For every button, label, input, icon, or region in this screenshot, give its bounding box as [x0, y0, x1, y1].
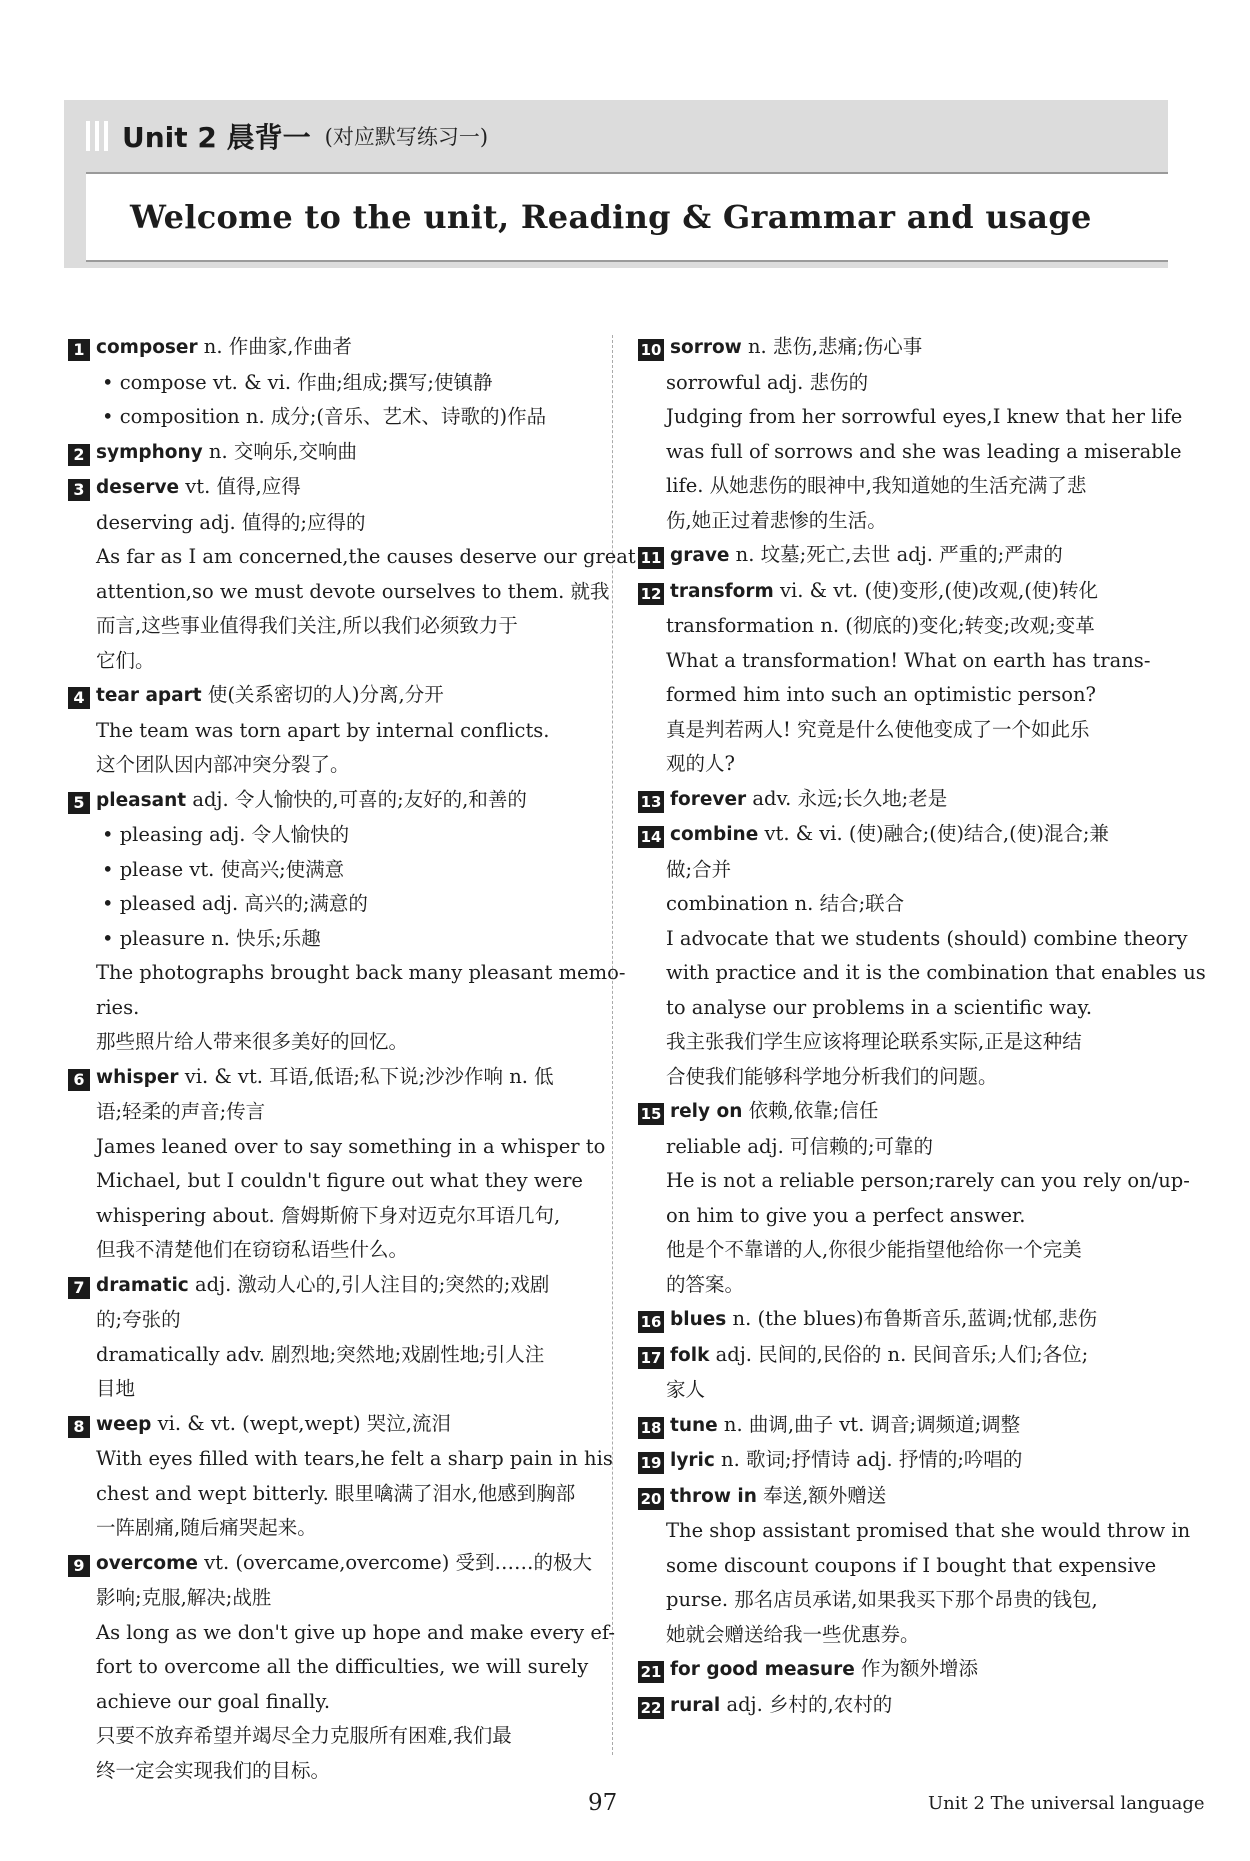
definition: n. (the blues)布鲁斯音乐,蓝调;忧郁,悲伤: [726, 1307, 1098, 1330]
headword: pleasant: [96, 789, 187, 811]
entry-number-badge: 9: [68, 1555, 90, 1577]
vocab-entry-21: [638, 1652, 1168, 1688]
definition: vi. & vt. (wept,wept) 哭泣,流泪: [151, 1411, 452, 1435]
vocab-entry-18: [638, 1408, 1168, 1444]
vocab-entry-5: [68, 783, 598, 819]
entry-text-line: some discount coupons if I bought that expensive: [666, 1553, 1157, 1577]
entry-text-line: on him to give you a perfect answer.: [666, 1203, 1026, 1227]
entry-number-badge: 12: [638, 583, 664, 605]
entry-text-line: 的;夸张的: [96, 1308, 181, 1331]
headword: overcome: [96, 1552, 198, 1574]
unit-title: Unit 2 晨背一: [122, 121, 311, 154]
entry-text-line: life. 从她悲伤的眼神中,我知道她的生活充满了悲: [666, 474, 1087, 497]
entry-text-line: was full of sorrows and she was leading a miserable: [666, 439, 1182, 463]
entry-text-line: with practice and it is the combination that enables us: [666, 961, 1206, 984]
entry-text-line: 语;轻柔的声音;传言: [96, 1100, 266, 1123]
right-column: [638, 330, 1206, 1723]
definition: n. 交响乐,交响曲: [202, 439, 358, 463]
left-column: [68, 330, 636, 1788]
entry-text-line: 他是个不靠谱的人,你很少能指望他给你一个完美: [666, 1238, 1082, 1261]
vocab-entry-22: [638, 1688, 1168, 1724]
entry-text-line: James leaned over to say something in a whisper to: [96, 1134, 606, 1158]
headword: throw in: [670, 1485, 757, 1507]
headword: forever: [670, 788, 747, 810]
entry-text-line: sorrowful adj. 悲伤的: [666, 370, 869, 394]
definition: n. 悲伤,悲痛;伤心事: [741, 335, 923, 358]
entry-text-line: achieve our goal finally.: [96, 1689, 331, 1713]
entry-text-line: 那些照片给人带来很多美好的回忆。: [96, 1030, 409, 1053]
definition: adj. 激动人心的,引人注目的;突然的;戏剧: [188, 1272, 550, 1296]
entry-text-line: The team was torn apart by internal conflicts.: [96, 718, 550, 742]
vocab-entry-9: [68, 1546, 598, 1582]
entry-number-badge: 13: [638, 791, 664, 813]
entry-text-line: ries.: [96, 995, 140, 1019]
definition: 使(关系密切的人)分离,分开: [201, 683, 444, 706]
definition: n. 歌词;抒情诗 adj. 抒情的;吟唱的: [714, 1448, 1023, 1471]
vocab-entry-1: [68, 330, 598, 366]
headword: lyric: [670, 1450, 715, 1471]
entry-text-line: 真是判若两人! 究竟是什么使他变成了一个如此乐: [666, 717, 1090, 741]
headword: deserve: [96, 477, 180, 498]
headword: composer: [96, 337, 198, 358]
entry-number-badge: 22: [638, 1697, 664, 1719]
entry-number-badge: 14: [638, 826, 664, 848]
entry-number-badge: 5: [68, 792, 90, 814]
vocab-entry-3: [68, 470, 598, 506]
derivative-item: • compose vt. & vi. 作曲;组成;撰写;使镇静: [102, 370, 493, 394]
definition: 奉送,额外赠送: [756, 1483, 887, 1507]
entry-text-line: formed him into such an optimistic person?: [666, 683, 1096, 706]
entry-text-line: 影响;克服,解决;战胜: [96, 1586, 272, 1609]
derivative-item: • pleasing adj. 令人愉快的: [102, 823, 350, 846]
entry-number-badge: 18: [638, 1417, 664, 1439]
entry-text-line: 只要不放弃希望并竭尽全力克服所有困难,我们最: [96, 1724, 512, 1747]
entry-text-line: 她就会赠送给我一些优惠券。: [666, 1622, 920, 1646]
definition: vt. 值得,应得: [179, 475, 301, 498]
entry-text-line: The photographs brought back many pleasant memo-: [96, 961, 626, 984]
entry-text-line: reliable adj. 可信赖的;可靠的: [666, 1134, 934, 1158]
vocab-entry-8: [68, 1407, 598, 1443]
entry-text-line: Judging from her sorrowful eyes,I knew that her life: [666, 405, 1183, 428]
vocab-entry-19: [638, 1443, 1168, 1479]
vocab-entry-17: [638, 1338, 1168, 1374]
definition: n. 坟墓;死亡,去世 adj. 严重的;严肃的: [729, 543, 1063, 566]
derivative-item: • composition n. 成分;(音乐、艺术、诗歌的)作品: [102, 405, 547, 428]
headword: sorrow: [670, 337, 742, 358]
entry-text-line: 做;合并: [666, 857, 732, 881]
entry-text-line: 我主张我们学生应该将理论联系实际,正是这种结: [666, 1030, 1082, 1053]
entry-number-badge: 2: [68, 444, 90, 466]
vocab-entry-20: [638, 1479, 1168, 1515]
entry-text-line: 终一定会实现我们的目标。: [96, 1758, 331, 1782]
running-footer: Unit 2 The universal language: [928, 1793, 1205, 1814]
derivative-item: • pleasure n. 快乐;乐趣: [102, 926, 321, 950]
entry-text-line: 而言,这些事业值得我们关注,所以我们必须致力于: [96, 614, 518, 637]
entry-text-line: to analyse our problems in a scientific way.: [666, 995, 1093, 1019]
entry-number-badge: 3: [68, 479, 90, 501]
entry-number-badge: 20: [638, 1488, 664, 1510]
banner-top-row: [64, 100, 1168, 172]
entry-text-line: dramatically adv. 剧烈地;突然地;戏剧性地;引人注: [96, 1342, 545, 1366]
vocab-entry-2: [68, 435, 598, 471]
entry-text-line: combination n. 结合;联合: [666, 892, 905, 915]
entry-number-badge: 7: [68, 1277, 90, 1299]
vocab-entry-14: [638, 817, 1168, 853]
definition: adj. 乡村的,农村的: [720, 1692, 893, 1716]
headword: symphony: [96, 441, 203, 463]
section-heading: Welcome to the unit, Reading & Grammar and usage: [130, 198, 1092, 236]
vocab-entry-13: [638, 782, 1168, 818]
headword: blues: [670, 1309, 727, 1330]
definition: 依赖,依靠;信任: [742, 1099, 879, 1122]
definition: adv. 永远;长久地;老是: [746, 786, 948, 810]
unit-subtitle: (对应默写练习一): [324, 125, 489, 149]
definition: n. 作曲家,作曲者: [197, 335, 352, 358]
entry-number-badge: 21: [638, 1661, 664, 1683]
entry-text-line: 但我不清楚他们在窃窃私语些什么。: [96, 1238, 409, 1261]
headword: transform: [670, 580, 774, 602]
derivative-item: • pleased adj. 高兴的;满意的: [102, 892, 368, 915]
headword: whisper: [96, 1066, 179, 1088]
vocab-entry-6: [68, 1060, 598, 1096]
headword: grave: [670, 545, 730, 566]
headword: for good measure: [670, 1659, 855, 1680]
definition: vt. & vi. (使)融合;(使)结合,(使)混合;兼: [758, 822, 1109, 845]
vocab-entry-16: [638, 1302, 1168, 1338]
banner-heading-box: [86, 172, 1168, 262]
entry-number-badge: 6: [68, 1069, 90, 1091]
entry-text-line: chest and wept bitterly. 眼里噙满了泪水,他感到胸部: [96, 1481, 576, 1505]
entry-number-badge: 4: [68, 687, 90, 709]
definition: vi. & vt. (使)变形,(使)改观,(使)转化: [773, 578, 1098, 602]
entry-text-line: The shop assistant promised that she would throw in: [666, 1519, 1191, 1542]
entry-text-line: He is not a reliable person;rarely can you rely on/up-: [666, 1169, 1190, 1192]
banner-bars-decoration: [86, 121, 108, 151]
entry-text-line: With eyes filled with tears,he felt a sharp pain in his: [96, 1447, 613, 1470]
entry-text-line: fort to overcome all the difficulties, we will surely: [96, 1655, 589, 1678]
page-number: 97: [588, 1790, 618, 1816]
entry-text-line: attention,so we must devote ourselves to them. 就我: [96, 579, 610, 603]
entry-text-line: As far as I am concerned,the causes deserve our great: [96, 545, 636, 568]
entry-number-badge: 11: [638, 547, 664, 569]
unit-banner: [64, 100, 1168, 268]
derivative-item: • please vt. 使高兴;使满意: [102, 857, 345, 881]
headword: weep: [96, 1413, 152, 1435]
entry-text-line: 这个团队因内部冲突分裂了。: [96, 753, 350, 776]
entry-number-badge: 15: [638, 1103, 664, 1125]
entry-text-line: deserving adj. 值得的;应得的: [96, 510, 366, 534]
vocab-entry-11: [638, 538, 1168, 574]
definition: vi. & vt. 耳语,低语;私下说;沙沙作响 n. 低: [178, 1064, 554, 1088]
entry-text-line: I advocate that we students (should) combine theory: [666, 926, 1188, 950]
entry-text-line: 家人: [666, 1378, 706, 1401]
definition: adj. 令人愉快的,可喜的;友好的,和善的: [186, 787, 527, 811]
definition: n. 曲调,曲子 vt. 调音;调频道;调整: [717, 1412, 1021, 1436]
entry-text-line: transformation n. (彻底的)变化;转变;改观;变革: [666, 614, 1095, 637]
headword: combine: [670, 824, 759, 845]
entry-text-line: Michael, but I couldn't figure out what they were: [96, 1169, 583, 1192]
entry-text-line: 它们。: [96, 648, 155, 672]
entry-number-badge: 17: [638, 1347, 664, 1369]
headword: folk: [670, 1344, 710, 1366]
entry-text-line: 目地: [96, 1377, 136, 1400]
vocab-entry-4: [68, 678, 598, 714]
vocab-entry-10: [638, 330, 1168, 366]
entry-text-line: 一阵剧痛,随后痛哭起来。: [96, 1516, 317, 1539]
entry-text-line: What a transformation! What on earth has trans-: [666, 648, 1151, 672]
vocab-entry-12: [638, 574, 1168, 610]
definition: 作为额外增添: [854, 1657, 979, 1680]
definition: vt. (overcame,overcome) 受到……的极大: [197, 1550, 593, 1574]
headword: tear apart: [96, 685, 202, 706]
entry-number-badge: 10: [638, 339, 664, 361]
headword: rural: [670, 1694, 721, 1716]
entry-text-line: 合使我们能够科学地分析我们的问题。: [666, 1064, 998, 1088]
entry-number-badge: 8: [68, 1416, 90, 1438]
entry-number-badge: 1: [68, 339, 90, 361]
vocab-entry-7: [68, 1268, 598, 1304]
definition: adj. 民间的,民俗的 n. 民间音乐;人们;各位;: [709, 1342, 1089, 1366]
entry-text-line: 伤,她正过着悲惨的生活。: [666, 508, 887, 532]
entry-text-line: purse. 那名店员承诺,如果我买下那个昂贵的钱包,: [666, 1588, 1098, 1611]
entry-text-line: 观的人?: [666, 752, 735, 775]
headword: rely on: [670, 1101, 743, 1122]
entry-text-line: As long as we don't give up hope and make every ef-: [96, 1620, 615, 1644]
entry-text-line: whispering about. 詹姆斯俯下身对迈克尔耳语几句,: [96, 1203, 561, 1227]
headword: dramatic: [96, 1274, 189, 1296]
vocab-entry-15: [638, 1094, 1168, 1130]
entry-number-badge: 19: [638, 1452, 664, 1474]
entry-text-line: 的答案。: [666, 1272, 745, 1296]
headword: tune: [670, 1414, 718, 1436]
entry-number-badge: 16: [638, 1311, 664, 1333]
